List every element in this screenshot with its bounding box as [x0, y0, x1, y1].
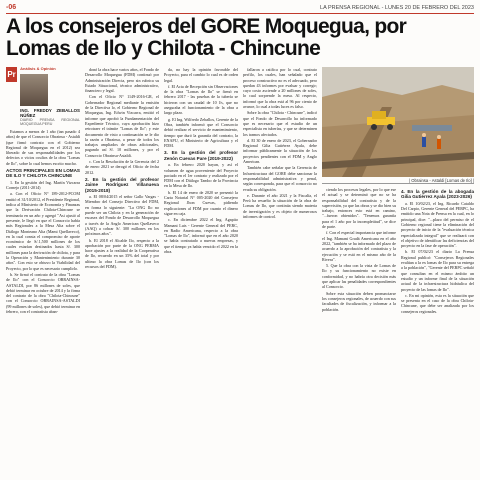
article-column-3	[164, 67, 238, 255]
author-photo	[20, 74, 48, 106]
paragraph-group	[243, 67, 317, 219]
article-paragraph: da, no hay la opinión favorable del Proyecto, para el cambio lo cual es de orden legal.	[164, 67, 238, 83]
author-box	[6, 67, 80, 126]
article-paragraph: g. El Ing. Wilfredo Zeballos, Gerente de la Obra, también informó que el Consorcio debió realizar el servicio de mantenimiento, tiempo que duró la garantía del contrato, la ENAPU, el Ministerio de Agricultura y el FDM.	[164, 116, 238, 149]
article-paragraph: Estamos a menos de 1 año (tan pasado 4 años) de que el Consorcio Obrainsa - Astaldi (que firmó contrato con el Gobierno Regional de Moquegua en el 2012) sea liberado de sus responsabilidades por los defectos o vicios ocultos de la obra "Lomas de Ilo", sobre lo cual hemos escrito mucho.	[6, 129, 80, 166]
paragraph-group	[164, 67, 238, 148]
article-paragraph: a. El 08/04/2015 el señor Gallo Vargas - Miembro del Consejo Directivo del FDM, en forma lo siguiente: "La ONG Ilo no puede ser un Chilota y en la generación de escasez del Fondo de Desarrollo Moquegua a través de la Anglo American Quellaveco (AAQ) a cobrar S/. 300 millones en los próximos años".	[85, 194, 159, 237]
section-heading: 3. En la gestión del profesor Zenón Cuevas Pare (2019-2022)	[164, 150, 238, 161]
article-paragraph: d. El 30 de enero de 2023, el Gobernador Regional Gilia Gutiérrez Ayala, debe informar públicamente la situación de los proyectos pendientes con el FDM y Anglo American.	[243, 137, 317, 165]
page-header	[6, 2, 474, 14]
opinion-logo: Pr	[6, 67, 17, 82]
paragraph-group	[164, 162, 238, 254]
article-paragraph: a. Con el Oficio N° 189-2012-PCOM emitió el 31/10/2012, el Presidente Regional, indica al Ministerio de Economía y Finanzas que la Derivación Chilota-Chincune se terminaría en un año y agregó "Asi ajustó al presente, le llegó en que el Consorcio había más Regionales a la Mesa Alta sobre el Diálogo Monteano Alta (Mami Quellaveco), en la cual consta el compromiso de aporte económico de S/.1,500 millones de los cuales estarían destinados hasta S/. 300 millones para la derivación de chilota, y para la Operación y Mantenimiento durante 30 años". Con esto se obtuvo la Viabilidad del Proyecto, por lo que es necesario cumplirlo.	[6, 191, 81, 271]
author-name: ING. FREDDY ZEBALLOS NÚÑEZ	[20, 107, 80, 118]
article-paragraph: c. Con la Resolución de la Gerencia del 2 de enero 2021 se derogó el Oficio de fecha 2012.	[85, 159, 159, 175]
article-column-1	[6, 67, 80, 315]
paragraph-group	[6, 129, 80, 166]
paragraph-group	[6, 180, 80, 314]
opinion-section-label: Análisis & Opinión	[20, 66, 56, 71]
paragraph-group	[85, 194, 159, 269]
article-paragraph: ciendo los procesos legales, por lo que ese el actual y se determinó que no se ha responsabilidad del contratista y de la supervisión, ya que las obras y se dio bien su trabajo, entonces esto está en camino, "...fueron obtenidos". "Tenemos garantía para el 1 año por la incompletitud", se dice de parte.	[322, 187, 396, 230]
article-paragraph: Sobre la obra "Chilota - Chincune", indicó que el Fondo de Desarrollo ha informado que es necesario que el estudio de un especialista en tuberías, y que se determinen los tramos afectados.	[243, 110, 317, 137]
paragraph-group	[85, 67, 159, 175]
paragraph-group	[322, 187, 396, 312]
article-paragraph: c. En mi opinión, esta es la situación que se presenta en el caso de la obra Chilota-Chincune, que debe ser analizada por los consejeros regionales.	[401, 292, 474, 314]
construction-photo	[322, 67, 474, 177]
article-paragraph: f. El Acta de Recepción sin Observaciones de la obra "Lomas de Ilo" se firmó en febrero 2017 - las pruebas de la tubería se hicieron con un caudal de 10 l/s, que no aseguraba el funcionamiento de la obra a largo plazo.	[164, 83, 238, 116]
article-paragraph: 1. En la gestión del Ing. Martín Vizcarra Cornejo (2011-2014)	[6, 179, 80, 191]
article-column-2	[85, 67, 159, 270]
article-paragraph: f. Con el especial importancia que informe el Ing. Mamani Gradá Americana en el año 2022, "también se ha informado del plazo de acuerdo a la aprobación del contratista y la ejecución y se está en el mismo año de la Rivera".	[322, 230, 396, 262]
article-column-4	[243, 67, 317, 220]
article-paragraph: b. El 14 de enero de 2020 se presentó la Carta Notarial N° 005-2020 del Consejero Regional Jhon Cuevas, pidiendo explicaciones al FDM por cuanto el dinero sigue en caja.	[164, 189, 238, 216]
article-paragraph: 5. Que la obra con la vista de Lomas de Ilo y su funcionamiento no existe en conformidad, y no habría otra decisión más que aplicar las penalidades correspondientes al Consorcio.	[322, 263, 396, 290]
article-paragraph: e. Durante el año 2021 y la Fiscalía, el Perú ha resuelto la situación de la obra de Lomas de Ilo, que continúa siendo materia de investigación y es objeto de numerosos informes de control.	[243, 192, 317, 220]
section-heading: 4. En la gestión de la abogada Gilia Gutiérrez Ayala (2023-2026)	[401, 189, 474, 200]
article-paragraph: a. El 10/02/23, el Ing. Ricardo Cataldo Del Carpio, Gerente General del PERPC, ha emitido una Nota de Prensa en la cual, en lo principal, dice: "...plazo del permiso de el Gobierno regional tiene la eliminación del proyecto de inicio de la "evaluación técnica especializada integral" que se realizará con el objetivo de identificar las deficiencias del proyecto en la fase de operación".	[401, 200, 474, 249]
article-column-5	[322, 187, 396, 313]
section-heading: ACTOS PRINCIPALES EN LOMAS DE ILO Y CHILOTA CHINCUNE	[6, 168, 80, 179]
article-paragraph: Sobre esta situación deben pronunciarse los consejeros regionales, de acuerdo con sus facultades de fiscalización, y informar a la población.	[322, 290, 397, 312]
article-paragraph: Con el Oficio N° 1149-2016-GR, el Gobernador Regional mediante la emisión de la Directiva lo, el Gobierno Regional de Moquegua, Ing. Edwin Vizcarra, emitió el informe que aprobó la Fundamentación del Expediente Técnico, cuya aprobación hizo retrotraer el trámite "Lomas de Ilo"; y este documento de visto a continuación se le dio la razón a Obrainsa, a pesar de todos los trabajos ampliados de obras adicionales, pagando así S/. 10 millones, y por el Consorcio Obrainsa-Astaldi.	[85, 94, 159, 158]
article-paragraph: También cabe señalar que la Gerencia de Infraestructura del GORE debe sancionar la responsabilidad administrativa y penal, según corresponda, para que el consorcio no evada su obligación.	[243, 165, 317, 192]
paragraph-group	[401, 201, 474, 314]
article-headline: A los consejeros del GORE Moquegua, por Lomas de Ilo y Chilota - Chincune	[6, 15, 407, 60]
construction-photo-image	[322, 67, 474, 177]
article-paragraph: b. El 07/02/23 el diario La Prensa Regional publicó: "Consejeros Regionales evalúan a la ex lomas de Ilo para su entrega a la población", "Gerente del PERPC señaló que consultan en el mismo ámbito un estudio y un informe final de la situación actual de la infraestructura hidráulica del proyecto de las lomas de Ilo".	[401, 249, 474, 292]
article-paragraph: donó la obra hace varios años, el Fondo de Desarrollo Moquegua (FDM) continuó por Administración Directa, pero sin rubrica su Estado Situacional, técnico administrativo, financiero y legal.	[85, 67, 159, 94]
author-role: DIARIO PRENSA REGIONAL MOQUEGUA PERU	[20, 117, 80, 126]
article-paragraph: b. El 2018 el Alcalde Ilo, respecto a la aprobación por parte de la ONG PERMA hace ajustes a la realidad de la Cooperativa de Ilo, recuerdo en un 35% del total y por ultimo la obra Lomas de Ilo (con los recursos del FDM).	[85, 237, 159, 270]
photo-caption: | Obrainsa - Astaldi [Lomas de Ilo] |	[322, 178, 474, 184]
article-paragraph: fallaron a ratifica por lo cual, contrato perfilo, los cuales, han señalado que el proceso constructivo no es el adecuado, pero quedan 43 informes por evaluar y corregir; cuyo costo asciende a 20 millones de soles, lo cual sorprende la mesa. Al respecto, informó que la obra está al 96 por ciento de avance, lo cual a todas luces es falso.	[243, 67, 317, 110]
article-paragraph: a. En febrero 2020 hayan, y así el volumen de agua proveniente del Proyecto pactado en el 1er contrato y realizado por el FDM con el Diálogo Tambo de la Provincia en la Mesa de Ilo.	[164, 162, 238, 189]
article-paragraph: c. En diciembre 2022 el Ing. Agapito Mamani Luis - Gerente General del PERC, en Radio Americana, respecto a la obra "Lomas de Ilo", informó que en el año 2020 se había contratado a nuevas empresas, y que el tiempo ya había vencido el 2022 en la obra.	[164, 217, 238, 255]
article-paragraph: b. Se firmó el contrato de la obra "Lomas de Ilo" con el Consorcio OBRAINSA-ASTALDI, por 86 millones de soles, que debió terminar en octubre de 2014 y la firma del contrato de la obra "Chilota-Chincune" con el Consorcio OBRAINSA-ASTALDI (99 millones de soles), que debió terminar en febrero, con el contratista aban-	[6, 271, 80, 315]
page-number: -06	[6, 4, 17, 11]
newspaper-info: LA PRENSA REGIONAL - LUNES 20 DE FEBRERO DEL 2023	[320, 4, 474, 11]
article-column-6	[401, 187, 474, 315]
section-heading: 2. En la gestión del profesor Jaime Rodríguez Villanueva (2015-2018)	[85, 176, 159, 193]
